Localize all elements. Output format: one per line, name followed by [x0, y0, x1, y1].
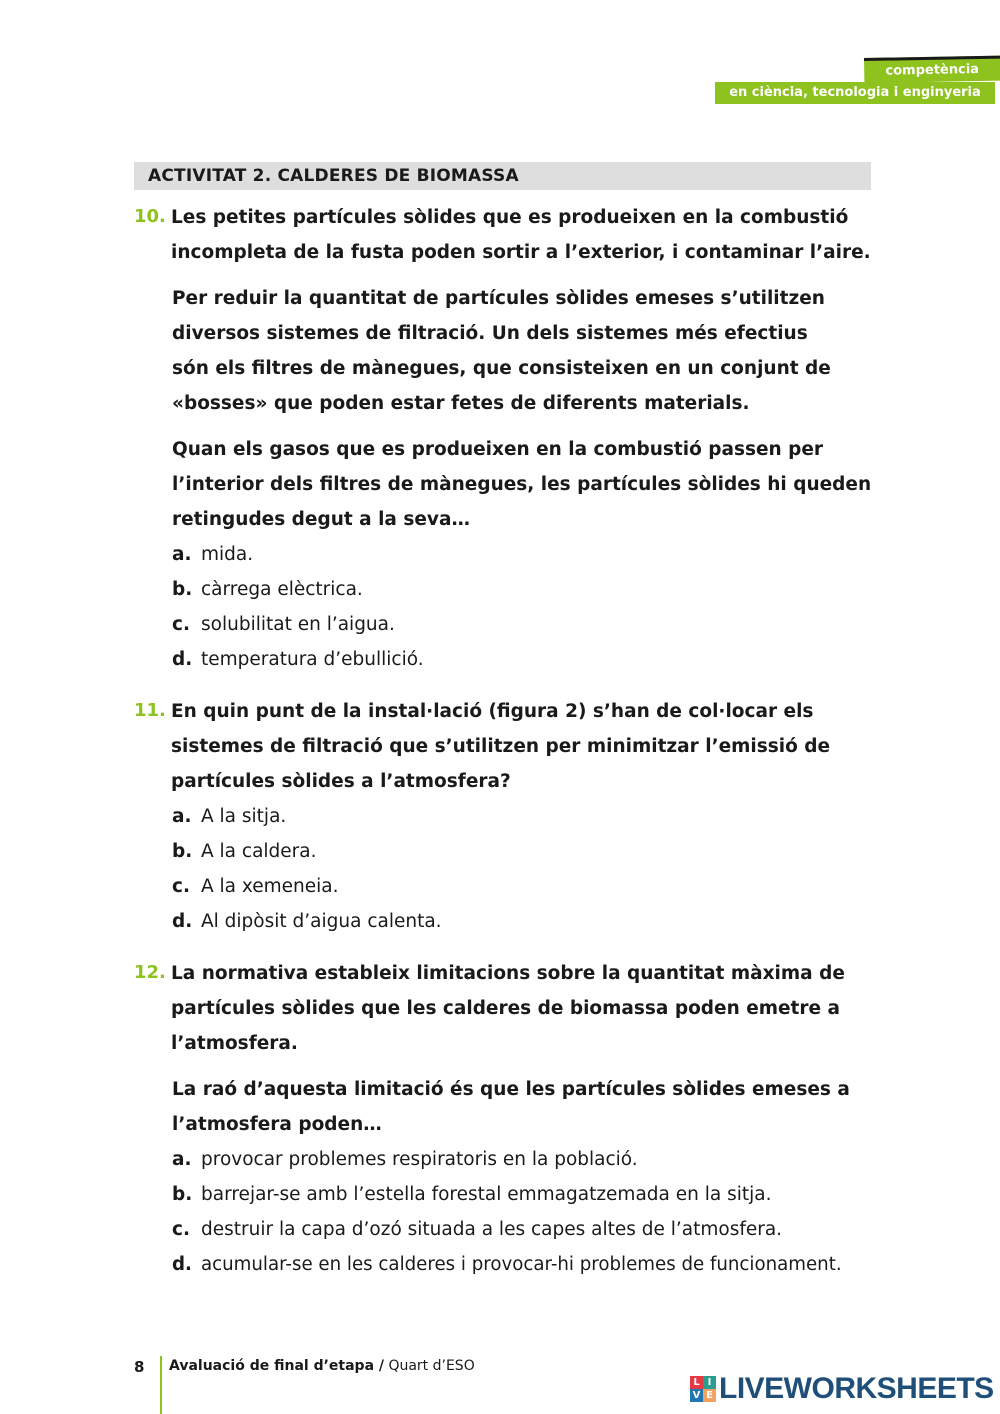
question-number: 12.: [134, 962, 166, 983]
option-letter: d.: [172, 1254, 192, 1275]
option-letter: a.: [172, 1149, 192, 1170]
competence-badge: competència: [864, 56, 1000, 83]
question-stem-line: partícules sòlides que les calderes de biomassa poden emetre a: [171, 998, 840, 1019]
option-text: càrrega elèctrica.: [201, 579, 363, 600]
option-text: A la caldera.: [201, 841, 317, 862]
question-stem-line: En quin punt de la instal·lació (figura 2) s’han de col·locar els: [171, 701, 814, 722]
answer-option[interactable]: [172, 1177, 771, 1212]
option-letter: a.: [172, 806, 192, 827]
liveworksheets-watermark: [690, 1372, 994, 1406]
footer-subtitle: Quart d’ESO: [388, 1358, 475, 1374]
question-stem-line: partícules sòlides a l’atmosfera?: [171, 771, 511, 792]
option-text: temperatura d’ebullició.: [201, 649, 424, 670]
answer-option[interactable]: [172, 799, 286, 834]
logo-letter: V: [690, 1389, 703, 1402]
question-paragraph-line: són els filtres de mànegues, que consisteixen en un conjunt de: [172, 358, 831, 379]
option-text: A la xemeneia.: [201, 876, 339, 897]
question-stem-line: l’atmosfera.: [171, 1033, 298, 1054]
option-letter: c.: [172, 1219, 190, 1240]
question-paragraph-line: diversos sistemes de filtració. Un dels sistemes més efectius: [172, 323, 808, 344]
option-letter: d.: [172, 911, 193, 932]
answer-option[interactable]: [172, 1142, 638, 1177]
option-letter: b.: [172, 841, 193, 862]
logo-letter: E: [703, 1389, 716, 1402]
option-text: acumular-se en les calderes i provocar-hi problemes de funcionament.: [201, 1254, 842, 1275]
option-text: destruir la capa d’ozó situada a les capes altes de l’atmosfera.: [201, 1219, 783, 1240]
answer-option[interactable]: [172, 1247, 842, 1282]
answer-option[interactable]: [172, 1212, 782, 1247]
question-paragraph-line: retingudes degut a la seva…: [172, 509, 470, 530]
option-letter: a.: [172, 544, 192, 565]
option-text: barrejar-se amb l’estella forestal emmagatzemada en la sitja.: [201, 1184, 772, 1205]
footer-divider: [160, 1356, 162, 1414]
answer-option[interactable]: [172, 869, 339, 904]
question-stem-line: Les petites partícules sòlides que es produeixen en la combustió: [171, 207, 849, 228]
option-text: mida.: [201, 544, 254, 565]
liveworksheets-text: LIVEWORKSHEETS: [719, 1372, 994, 1405]
option-text: solubilitat en l’aigua.: [201, 614, 395, 635]
option-letter: d.: [172, 649, 193, 670]
footer-title-bold: Avaluació de final d’etapa /: [169, 1358, 384, 1374]
question-paragraph-line: La raó d’aquesta limitació és que les partícules sòlides emeses a: [172, 1079, 850, 1100]
question-paragraph-line: l’atmosfera poden…: [172, 1114, 382, 1135]
option-letter: c.: [172, 614, 190, 635]
question-paragraph-line: Quan els gasos que es produeixen en la combustió passen per: [172, 439, 824, 460]
option-text: Al dipòsit d’aigua calenta.: [201, 911, 442, 932]
answer-option[interactable]: [172, 607, 395, 642]
option-letter: b.: [172, 1184, 193, 1205]
answer-option[interactable]: [172, 642, 424, 677]
section-title: ACTIVITAT 2. CALDERES DE BIOMASSA: [134, 162, 871, 190]
answer-option[interactable]: [172, 904, 442, 939]
question-stem-line: sistemes de filtració que s’utilitzen per minimitzar l’emissió de: [171, 736, 831, 757]
logo-letter: L: [690, 1376, 703, 1389]
page-number: 8: [134, 1358, 145, 1376]
liveworksheets-logo-icon: [690, 1376, 716, 1402]
answer-option[interactable]: [172, 572, 363, 607]
question-paragraph-line: «bosses» que poden estar fetes de diferents materials.: [172, 393, 750, 414]
question-number: 10.: [134, 206, 166, 227]
answer-option[interactable]: [172, 537, 253, 572]
logo-letter: I: [703, 1376, 716, 1389]
question-number: 11.: [134, 700, 166, 721]
option-letter: b.: [172, 579, 193, 600]
footer-title: [169, 1358, 475, 1374]
question-stem-line: incompleta de la fusta poden sortir a l’exterior, i contaminar l’aire.: [171, 242, 871, 263]
question-stem-line: La normativa estableix limitacions sobre la quantitat màxima de: [171, 963, 845, 984]
question-paragraph-line: l’interior dels filtres de mànegues, les partícules sòlides hi queden: [172, 474, 872, 495]
option-text: provocar problemes respiratoris en la població.: [201, 1149, 638, 1170]
competence-subtitle-badge: en ciència, tecnologia i enginyeria: [715, 82, 995, 104]
option-letter: c.: [172, 876, 190, 897]
answer-option[interactable]: [172, 834, 317, 869]
question-paragraph-line: Per reduir la quantitat de partícules sòlides emeses s’utilitzen: [172, 288, 825, 309]
option-text: A la sitja.: [201, 806, 287, 827]
